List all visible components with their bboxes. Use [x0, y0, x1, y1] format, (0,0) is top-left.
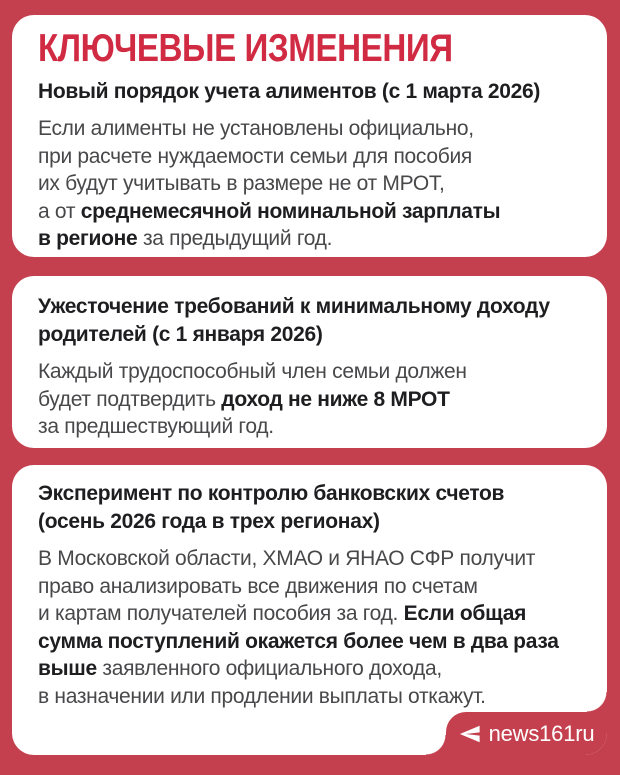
channel-name: news161ru	[488, 720, 595, 746]
card-body-text: Если алименты не установлены официально, при расчете нуждаемости семьи для пособия их будут учитывать в размере не от МРОТ, а от среднемесячной номинальной зарплаты в регионе за предыдущий год.	[38, 117, 501, 250]
card-body-text: В Московской области, ХМАО и ЯНАО СФР получит право анализировать все движения по счетам и картам получателей пособия за год. Если общая сумма поступлений окажется более чем в два раза выше заявленного официального дохода, в назначении или продлении выплаты откажут.	[38, 547, 559, 708]
card-heading: Эксперимент по контролю банковских счетов (осень 2026 года в трех регионах)	[38, 482, 505, 533]
page-title: КЛЮЧЕВЫЕ ИЗМЕНЕНИЯ	[38, 27, 453, 70]
telegram-send-icon	[459, 723, 481, 745]
info-card-alimony	[12, 15, 607, 257]
channel-badge	[446, 712, 607, 755]
card-heading: Новый порядок учета алиментов (с 1 марта 2026)	[38, 80, 541, 103]
info-card-income-requirements	[12, 276, 607, 448]
info-card-bank-accounts	[12, 465, 607, 755]
card-body-text: Каждый трудоспособный член семьи должен будет подтвердить доход не ниже 8 МРОТ за предшествующий год.	[38, 360, 467, 438]
badge-corner-fillet	[587, 692, 607, 712]
badge-corner-fillet	[426, 735, 446, 755]
card-heading: Ужесточение требований к минимальному доходу родителей (с 1 января 2026)	[38, 295, 550, 346]
